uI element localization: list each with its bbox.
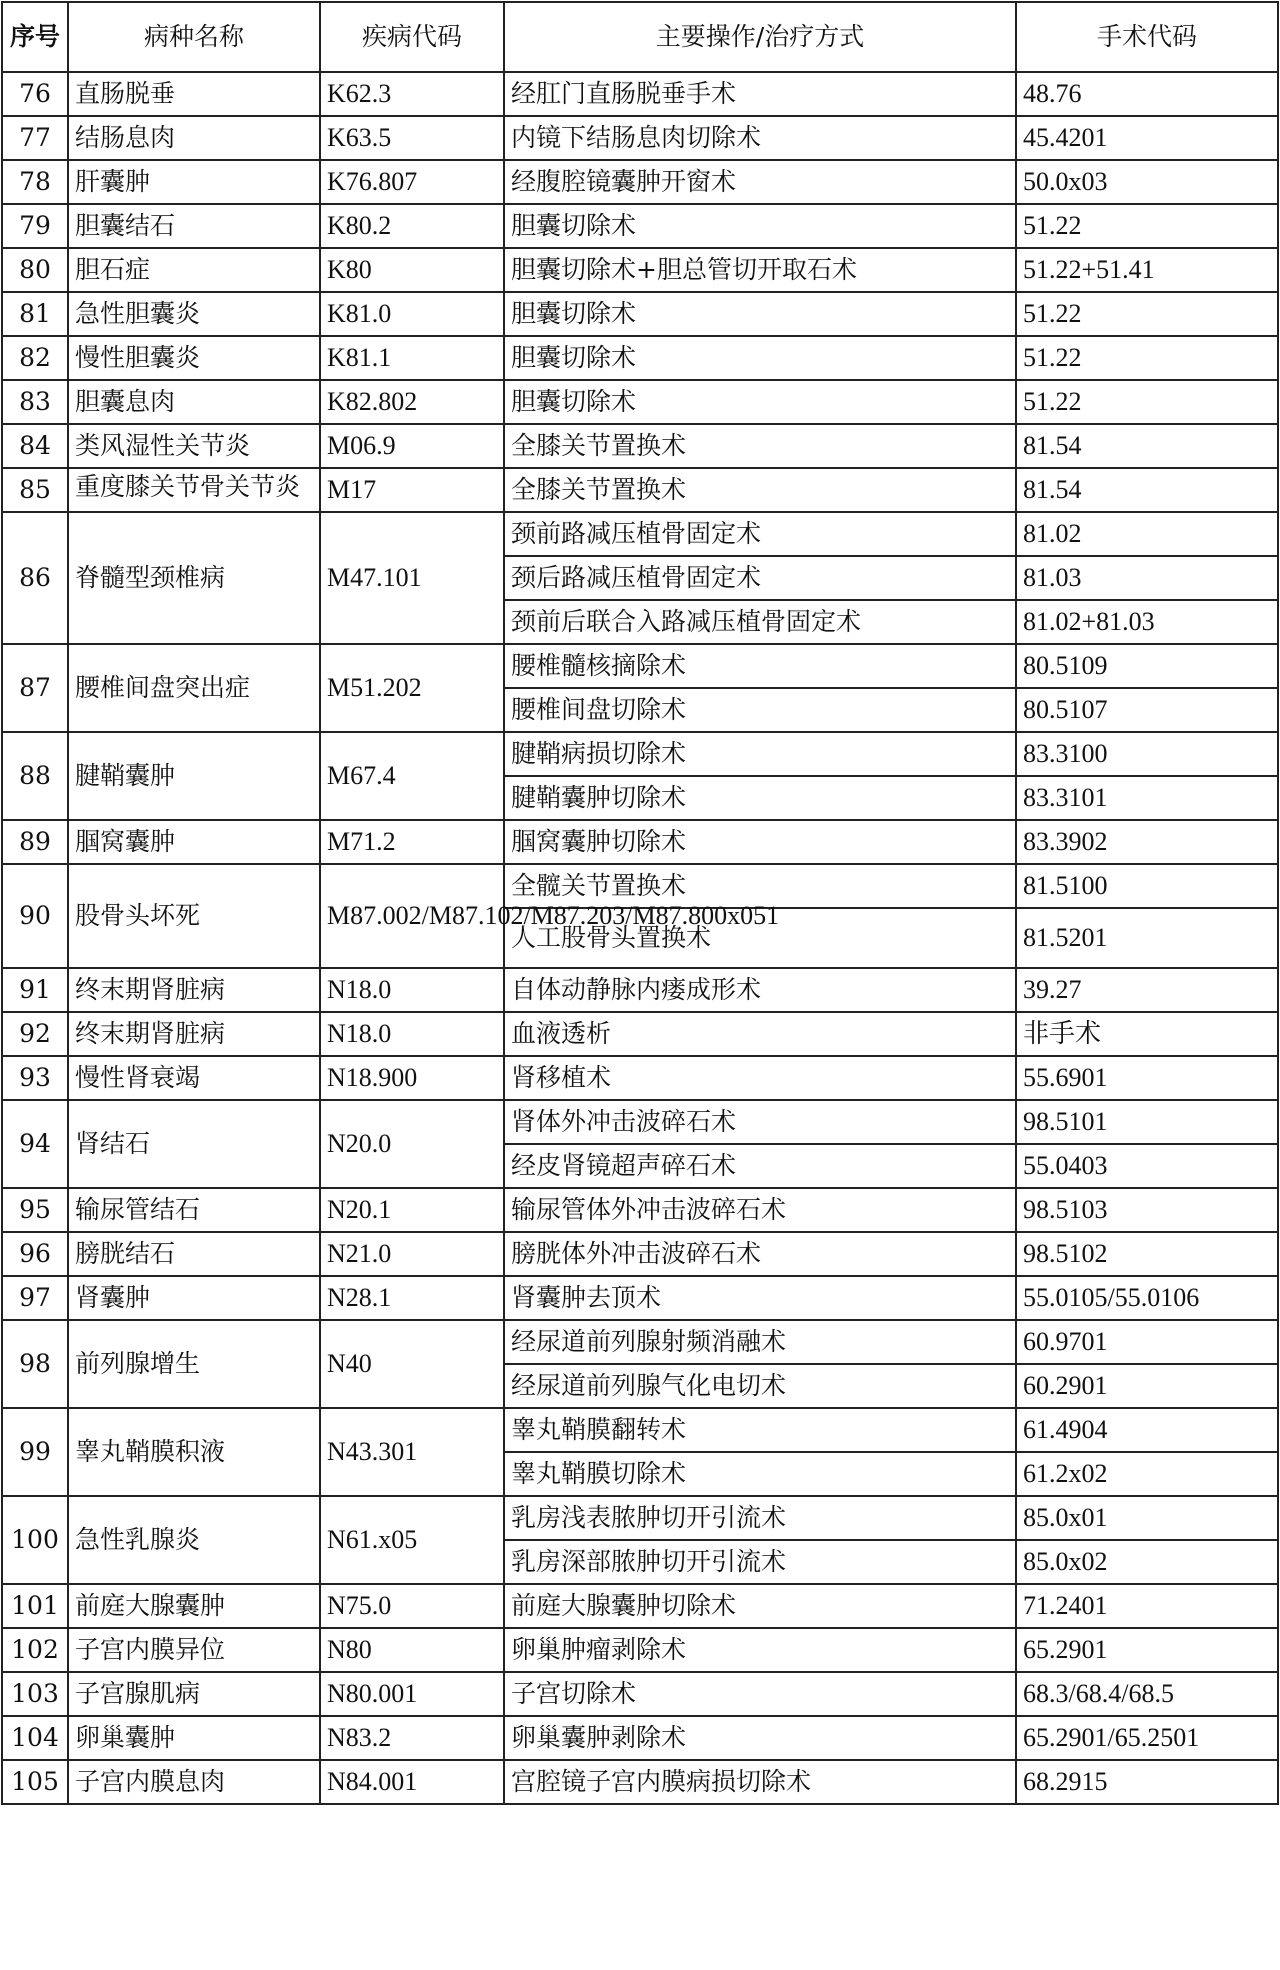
operation-cell: 颈前路减压植骨固定术 bbox=[504, 512, 1016, 556]
serial-number-cell: 102 bbox=[2, 1628, 68, 1672]
serial-number-cell: 98 bbox=[2, 1320, 68, 1408]
table-row bbox=[2, 72, 1278, 116]
operation-cell: 血液透析 bbox=[504, 1012, 1016, 1056]
table-row bbox=[2, 424, 1278, 468]
table-row bbox=[2, 248, 1278, 292]
disease-code-cell: N84.001 bbox=[320, 1760, 504, 1804]
disease-name-cell: 直肠脱垂 bbox=[68, 72, 320, 116]
disease-name-cell bbox=[68, 468, 320, 512]
disease-name-cell: 输尿管结石 bbox=[68, 1188, 320, 1232]
serial-number-cell: 91 bbox=[2, 968, 68, 1012]
table-row bbox=[2, 732, 1278, 776]
disease-name-cell: 脊髓型颈椎病 bbox=[68, 512, 320, 644]
surgery-code-cell: 48.76 bbox=[1016, 72, 1278, 116]
operation-cell: 卵巢肿瘤剥除术 bbox=[504, 1628, 1016, 1672]
table-row bbox=[2, 1496, 1278, 1540]
disease-name-cell: 睾丸鞘膜积液 bbox=[68, 1408, 320, 1496]
header-surgery-code: 手术代码 bbox=[1016, 2, 1278, 72]
disease-name-cell: 肾结石 bbox=[68, 1100, 320, 1188]
disease-code-cell: M67.4 bbox=[320, 732, 504, 820]
operation-cell: 经尿道前列腺气化电切术 bbox=[504, 1364, 1016, 1408]
operation-cell: 肾囊肿去顶术 bbox=[504, 1276, 1016, 1320]
disease-name-cell: 子宫腺肌病 bbox=[68, 1672, 320, 1716]
surgery-code-cell: 61.2x02 bbox=[1016, 1452, 1278, 1496]
serial-number-cell: 96 bbox=[2, 1232, 68, 1276]
disease-name-cell: 胆囊结石 bbox=[68, 204, 320, 248]
disease-name-cell: 前庭大腺囊肿 bbox=[68, 1584, 320, 1628]
table-row bbox=[2, 468, 1278, 512]
operation-cell: 自体动静脉内瘘成形术 bbox=[504, 968, 1016, 1012]
serial-number-cell: 76 bbox=[2, 72, 68, 116]
disease-name-cell: 慢性肾衰竭 bbox=[68, 1056, 320, 1100]
table-row bbox=[2, 968, 1278, 1012]
disease-code-cell: K80 bbox=[320, 248, 504, 292]
surgery-code-cell: 83.3101 bbox=[1016, 776, 1278, 820]
operation-cell: 颈前后联合入路减压植骨固定术 bbox=[504, 600, 1016, 644]
disease-code-cell: N83.2 bbox=[320, 1716, 504, 1760]
operation-cell: 睾丸鞘膜翻转术 bbox=[504, 1408, 1016, 1452]
disease-code-cell: K62.3 bbox=[320, 72, 504, 116]
disease-name-cell: 卵巢囊肿 bbox=[68, 1716, 320, 1760]
operation-cell: 胆囊切除术 bbox=[504, 292, 1016, 336]
disease-name-cell: 慢性胆囊炎 bbox=[68, 336, 320, 380]
disease-code-cell: N40 bbox=[320, 1320, 504, 1408]
disease-code-cell: M47.101 bbox=[320, 512, 504, 644]
operation-cell: 人工股骨头置换术 bbox=[504, 908, 1016, 968]
surgery-code-cell: 51.22 bbox=[1016, 380, 1278, 424]
serial-number-cell: 94 bbox=[2, 1100, 68, 1188]
operation-cell: 胆囊切除术 bbox=[504, 204, 1016, 248]
surgery-code-cell: 65.2901/65.2501 bbox=[1016, 1716, 1278, 1760]
surgery-code-cell: 81.02 bbox=[1016, 512, 1278, 556]
surgery-code-cell: 50.0x03 bbox=[1016, 160, 1278, 204]
serial-number-cell: 89 bbox=[2, 820, 68, 864]
surgery-code-cell: 65.2901 bbox=[1016, 1628, 1278, 1672]
disease-code-cell: K82.802 bbox=[320, 380, 504, 424]
operation-cell: 腱鞘病损切除术 bbox=[504, 732, 1016, 776]
disease-code-cell: K76.807 bbox=[320, 160, 504, 204]
table-row bbox=[2, 864, 1278, 908]
disease-code-cell: N75.0 bbox=[320, 1584, 504, 1628]
operation-cell: 膀胱体外冲击波碎石术 bbox=[504, 1232, 1016, 1276]
disease-code-cell: M51.202 bbox=[320, 644, 504, 732]
table-row bbox=[2, 1276, 1278, 1320]
header-row bbox=[2, 2, 1278, 72]
operation-cell: 经腹腔镜囊肿开窗术 bbox=[504, 160, 1016, 204]
disease-code-cell: M17 bbox=[320, 468, 504, 512]
operation-cell: 乳房浅表脓肿切开引流术 bbox=[504, 1496, 1016, 1540]
surgery-code-cell: 81.54 bbox=[1016, 424, 1278, 468]
disease-code-cell: N80 bbox=[320, 1628, 504, 1672]
table-row bbox=[2, 644, 1278, 688]
disease-code-cell: N80.001 bbox=[320, 1672, 504, 1716]
surgery-code-cell: 81.5201 bbox=[1016, 908, 1278, 968]
surgery-code-cell: 51.22 bbox=[1016, 204, 1278, 248]
operation-cell: 宫腔镜子宫内膜病损切除术 bbox=[504, 1760, 1016, 1804]
table-row bbox=[2, 1584, 1278, 1628]
disease-name-cell: 子宫内膜异位 bbox=[68, 1628, 320, 1672]
disease-name-cell: 前列腺增生 bbox=[68, 1320, 320, 1408]
serial-number-cell: 92 bbox=[2, 1012, 68, 1056]
operation-cell: 经尿道前列腺射频消融术 bbox=[504, 1320, 1016, 1364]
disease-name-cell: 腘窝囊肿 bbox=[68, 820, 320, 864]
disease-code-cell: K80.2 bbox=[320, 204, 504, 248]
disease-code-cell: N61.x05 bbox=[320, 1496, 504, 1584]
surgery-code-cell: 68.2915 bbox=[1016, 1760, 1278, 1804]
table-row bbox=[2, 820, 1278, 864]
disease-name-cell: 类风湿性关节炎 bbox=[68, 424, 320, 468]
disease-procedure-table bbox=[1, 1, 1279, 1805]
surgery-code-cell: 39.27 bbox=[1016, 968, 1278, 1012]
serial-number-cell: 97 bbox=[2, 1276, 68, 1320]
table-row bbox=[2, 1320, 1278, 1364]
disease-code-cell: K81.1 bbox=[320, 336, 504, 380]
header-main-operation: 主要操作/治疗方式 bbox=[504, 2, 1016, 72]
surgery-code-cell: 61.4904 bbox=[1016, 1408, 1278, 1452]
operation-cell: 全膝关节置换术 bbox=[504, 424, 1016, 468]
surgery-code-cell: 45.4201 bbox=[1016, 116, 1278, 160]
surgery-code-cell: 80.5109 bbox=[1016, 644, 1278, 688]
disease-name-cell: 腱鞘囊肿 bbox=[68, 732, 320, 820]
surgery-code-cell: 51.22+51.41 bbox=[1016, 248, 1278, 292]
surgery-code-cell: 60.2901 bbox=[1016, 1364, 1278, 1408]
disease-name-cell: 腰椎间盘突出症 bbox=[68, 644, 320, 732]
operation-cell: 全膝关节置换术 bbox=[504, 468, 1016, 512]
operation-cell: 输尿管体外冲击波碎石术 bbox=[504, 1188, 1016, 1232]
serial-number-cell: 101 bbox=[2, 1584, 68, 1628]
surgery-code-cell: 51.22 bbox=[1016, 336, 1278, 380]
operation-cell: 全髋关节置换术 bbox=[504, 864, 1016, 908]
operation-cell: 腰椎髓核摘除术 bbox=[504, 644, 1016, 688]
disease-name-cell: 肝囊肿 bbox=[68, 160, 320, 204]
operation-cell: 肾体外冲击波碎石术 bbox=[504, 1100, 1016, 1144]
header-disease-code: 疾病代码 bbox=[320, 2, 504, 72]
disease-name-text: 重度膝关节骨关节炎 bbox=[75, 472, 301, 501]
table-row bbox=[2, 380, 1278, 424]
operation-cell: 卵巢囊肿剥除术 bbox=[504, 1716, 1016, 1760]
disease-code-cell: N20.0 bbox=[320, 1100, 504, 1188]
surgery-code-cell: 83.3902 bbox=[1016, 820, 1278, 864]
serial-number-cell: 83 bbox=[2, 380, 68, 424]
table-row bbox=[2, 160, 1278, 204]
surgery-code-cell: 非手术 bbox=[1016, 1012, 1278, 1056]
disease-code-cell: N20.1 bbox=[320, 1188, 504, 1232]
disease-name-cell: 终末期肾脏病 bbox=[68, 1012, 320, 1056]
surgery-code-cell: 51.22 bbox=[1016, 292, 1278, 336]
table-row bbox=[2, 1232, 1278, 1276]
serial-number-cell: 104 bbox=[2, 1716, 68, 1760]
serial-number-cell: 103 bbox=[2, 1672, 68, 1716]
surgery-code-cell: 85.0x01 bbox=[1016, 1496, 1278, 1540]
disease-code-cell: N18.0 bbox=[320, 968, 504, 1012]
disease-name-cell: 子宫内膜息肉 bbox=[68, 1760, 320, 1804]
serial-number-cell: 99 bbox=[2, 1408, 68, 1496]
serial-number-cell: 88 bbox=[2, 732, 68, 820]
disease-code-cell: N28.1 bbox=[320, 1276, 504, 1320]
disease-name-cell: 急性胆囊炎 bbox=[68, 292, 320, 336]
table-row bbox=[2, 1012, 1278, 1056]
disease-name-cell: 终末期肾脏病 bbox=[68, 968, 320, 1012]
serial-number-cell: 77 bbox=[2, 116, 68, 160]
table-row bbox=[2, 1760, 1278, 1804]
surgery-code-cell: 81.5100 bbox=[1016, 864, 1278, 908]
serial-number-cell: 80 bbox=[2, 248, 68, 292]
serial-number-cell: 78 bbox=[2, 160, 68, 204]
table-row bbox=[2, 336, 1278, 380]
surgery-code-cell: 85.0x02 bbox=[1016, 1540, 1278, 1584]
table-row bbox=[2, 1628, 1278, 1672]
surgery-code-cell: 68.3/68.4/68.5 bbox=[1016, 1672, 1278, 1716]
table-row bbox=[2, 1188, 1278, 1232]
disease-name-cell: 膀胱结石 bbox=[68, 1232, 320, 1276]
serial-number-cell: 86 bbox=[2, 512, 68, 644]
surgery-code-cell: 81.03 bbox=[1016, 556, 1278, 600]
disease-name-cell: 胆石症 bbox=[68, 248, 320, 292]
surgery-code-cell: 55.0105/55.0106 bbox=[1016, 1276, 1278, 1320]
operation-cell: 胆囊切除术+胆总管切开取石术 bbox=[504, 248, 1016, 292]
serial-number-cell: 87 bbox=[2, 644, 68, 732]
serial-number-cell: 84 bbox=[2, 424, 68, 468]
operation-cell: 腰椎间盘切除术 bbox=[504, 688, 1016, 732]
table-row bbox=[2, 1672, 1278, 1716]
serial-number-cell: 90 bbox=[2, 864, 68, 968]
surgery-code-cell: 98.5103 bbox=[1016, 1188, 1278, 1232]
operation-cell: 乳房深部脓肿切开引流术 bbox=[504, 1540, 1016, 1584]
serial-number-cell: 79 bbox=[2, 204, 68, 248]
table-header bbox=[2, 2, 1278, 72]
operation-cell: 内镜下结肠息肉切除术 bbox=[504, 116, 1016, 160]
table-row bbox=[2, 1716, 1278, 1760]
operation-cell: 前庭大腺囊肿切除术 bbox=[504, 1584, 1016, 1628]
serial-number-cell: 85 bbox=[2, 468, 68, 512]
table-row bbox=[2, 1100, 1278, 1144]
surgery-code-cell: 98.5101 bbox=[1016, 1100, 1278, 1144]
surgery-code-cell: 98.5102 bbox=[1016, 1232, 1278, 1276]
surgery-code-cell: 60.9701 bbox=[1016, 1320, 1278, 1364]
disease-code-cell: N43.301 bbox=[320, 1408, 504, 1496]
disease-name-cell: 胆囊息肉 bbox=[68, 380, 320, 424]
operation-cell: 睾丸鞘膜切除术 bbox=[504, 1452, 1016, 1496]
operation-cell: 子宫切除术 bbox=[504, 1672, 1016, 1716]
operation-cell: 颈后路减压植骨固定术 bbox=[504, 556, 1016, 600]
disease-code-cell: M87.002/M87.102/M87.203/M87.800x051 bbox=[320, 864, 504, 968]
table-row bbox=[2, 116, 1278, 160]
operation-cell: 胆囊切除术 bbox=[504, 336, 1016, 380]
table-row bbox=[2, 1408, 1278, 1452]
operation-cell: 胆囊切除术 bbox=[504, 380, 1016, 424]
operation-cell: 腱鞘囊肿切除术 bbox=[504, 776, 1016, 820]
disease-code-cell: N21.0 bbox=[320, 1232, 504, 1276]
header-serial-number: 序号 bbox=[2, 2, 68, 72]
header-disease-name: 病种名称 bbox=[68, 2, 320, 72]
serial-number-cell: 82 bbox=[2, 336, 68, 380]
disease-code-cell: M71.2 bbox=[320, 820, 504, 864]
serial-number-cell: 100 bbox=[2, 1496, 68, 1584]
operation-cell: 经皮肾镜超声碎石术 bbox=[504, 1144, 1016, 1188]
table-row bbox=[2, 292, 1278, 336]
operation-cell: 肾移植术 bbox=[504, 1056, 1016, 1100]
disease-code-cell: N18.900 bbox=[320, 1056, 504, 1100]
surgery-code-cell: 55.0403 bbox=[1016, 1144, 1278, 1188]
surgery-code-cell: 83.3100 bbox=[1016, 732, 1278, 776]
disease-name-cell: 结肠息肉 bbox=[68, 116, 320, 160]
operation-cell: 经肛门直肠脱垂手术 bbox=[504, 72, 1016, 116]
table-row bbox=[2, 1056, 1278, 1100]
table-body bbox=[2, 72, 1278, 1804]
serial-number-cell: 93 bbox=[2, 1056, 68, 1100]
surgery-code-cell: 71.2401 bbox=[1016, 1584, 1278, 1628]
disease-name-cell: 肾囊肿 bbox=[68, 1276, 320, 1320]
serial-number-cell: 95 bbox=[2, 1188, 68, 1232]
disease-code-cell: K63.5 bbox=[320, 116, 504, 160]
serial-number-cell: 105 bbox=[2, 1760, 68, 1804]
serial-number-cell: 81 bbox=[2, 292, 68, 336]
table-row bbox=[2, 204, 1278, 248]
surgery-code-cell: 81.02+81.03 bbox=[1016, 600, 1278, 644]
disease-code-cell: N18.0 bbox=[320, 1012, 504, 1056]
table-row bbox=[2, 512, 1278, 556]
disease-name-cell: 急性乳腺炎 bbox=[68, 1496, 320, 1584]
surgery-code-cell: 80.5107 bbox=[1016, 688, 1278, 732]
disease-code-cell: K81.0 bbox=[320, 292, 504, 336]
disease-name-cell: 股骨头坏死 bbox=[68, 864, 320, 968]
operation-cell: 腘窝囊肿切除术 bbox=[504, 820, 1016, 864]
surgery-code-cell: 81.54 bbox=[1016, 468, 1278, 512]
surgery-code-cell: 55.6901 bbox=[1016, 1056, 1278, 1100]
disease-code-cell: M06.9 bbox=[320, 424, 504, 468]
